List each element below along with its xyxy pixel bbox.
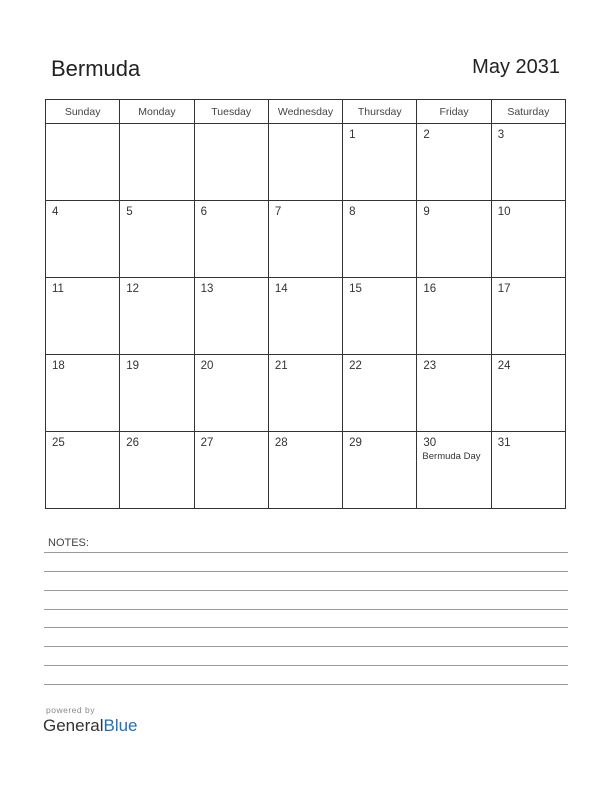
day-cell: [491, 278, 565, 355]
day-number: 19: [126, 360, 140, 372]
day-number: 22: [349, 360, 362, 372]
day-cell: [491, 432, 565, 509]
day-number: 7: [274, 206, 282, 218]
day-number: 9: [423, 206, 430, 218]
powered-by-text: powered by: [46, 705, 95, 715]
day-number: 5: [126, 206, 133, 218]
day-cell: [194, 201, 268, 278]
day-cell: [417, 278, 491, 355]
day-number: 31: [497, 437, 511, 449]
day-cell: [268, 124, 342, 201]
day-number: 15: [349, 283, 362, 295]
day-cell: [417, 355, 491, 432]
day-cell: [268, 201, 342, 278]
day-cell: [417, 201, 491, 278]
notes-line: [44, 609, 568, 610]
day-number: 6: [200, 206, 207, 218]
day-cell: [491, 201, 565, 278]
day-number: 28: [274, 437, 288, 449]
weekday-header: Tuesday: [194, 100, 268, 124]
day-number: 27: [200, 437, 214, 449]
notes-label: NOTES:: [48, 537, 89, 549]
day-number: 17: [497, 283, 511, 295]
day-number: 1: [349, 129, 356, 141]
day-cell: [46, 432, 120, 509]
day-number: 16: [423, 283, 437, 295]
day-number: 24: [497, 360, 511, 372]
day-cell: [120, 201, 194, 278]
week-row: [46, 355, 566, 432]
notes-line: [44, 552, 568, 553]
day-number: 30: [423, 437, 437, 449]
calendar-country-title: Bermuda: [51, 56, 141, 81]
generalblue-logo: [43, 716, 138, 736]
day-cell: [343, 201, 417, 278]
week-row: [46, 201, 566, 278]
weekday-header-row: [46, 100, 566, 124]
day-cell: [46, 124, 120, 201]
day-number: 14: [274, 283, 288, 295]
weekday-header: Wednesday: [268, 100, 342, 124]
day-cell: [268, 432, 342, 509]
day-number: 26: [126, 437, 140, 449]
calendar-grid: [45, 99, 566, 509]
logo-general-text: General: [43, 716, 104, 735]
week-row: [46, 124, 566, 201]
day-cell: [194, 278, 268, 355]
day-number: 10: [497, 206, 511, 218]
day-cell: [417, 124, 491, 201]
notes-line: [44, 684, 568, 685]
day-number: 25: [52, 437, 65, 449]
weekday-header: Sunday: [46, 100, 120, 124]
day-cell: [120, 124, 194, 201]
notes-line: [44, 646, 568, 647]
day-number: 18: [52, 360, 65, 372]
day-cell: [194, 355, 268, 432]
day-cell: [120, 355, 194, 432]
day-cell: [194, 432, 268, 509]
day-number: 23: [423, 360, 437, 372]
day-number: 29: [349, 437, 362, 449]
day-number: 11: [52, 283, 64, 295]
calendar-month-title: May 2031: [472, 56, 560, 78]
day-number: 2: [423, 129, 430, 141]
notes-line: [44, 665, 568, 666]
day-cell: [343, 355, 417, 432]
day-cell: [343, 432, 417, 509]
day-number: 12: [126, 283, 140, 295]
notes-line: [44, 571, 568, 572]
notes-line: [44, 590, 568, 591]
day-cell: [343, 124, 417, 201]
day-number: 8: [349, 206, 356, 218]
day-cell: [46, 355, 120, 432]
day-cell: [343, 278, 417, 355]
day-cell: [417, 432, 491, 509]
day-cell: [268, 278, 342, 355]
day-cell: [194, 124, 268, 201]
day-number: 13: [200, 283, 214, 295]
day-number: 4: [52, 206, 59, 218]
day-number: 3: [497, 129, 505, 141]
day-cell: [46, 201, 120, 278]
week-row: [46, 432, 566, 509]
day-cell: [491, 355, 565, 432]
day-cell: [120, 278, 194, 355]
notes-line: [44, 627, 568, 628]
day-cell: [46, 278, 120, 355]
logo-blue-text: Blue: [103, 716, 138, 735]
weekday-header: Saturday: [491, 100, 565, 124]
holiday-label: Bermuda Day: [422, 451, 481, 462]
weekday-header: Friday: [417, 100, 491, 124]
day-cell: [491, 124, 565, 201]
day-cell: [268, 355, 342, 432]
weekday-header: Monday: [120, 100, 194, 124]
week-row: [46, 278, 566, 355]
day-number: 20: [200, 360, 214, 372]
day-cell: [120, 432, 194, 509]
day-number: 21: [274, 360, 288, 372]
weekday-header: Thursday: [343, 100, 417, 124]
